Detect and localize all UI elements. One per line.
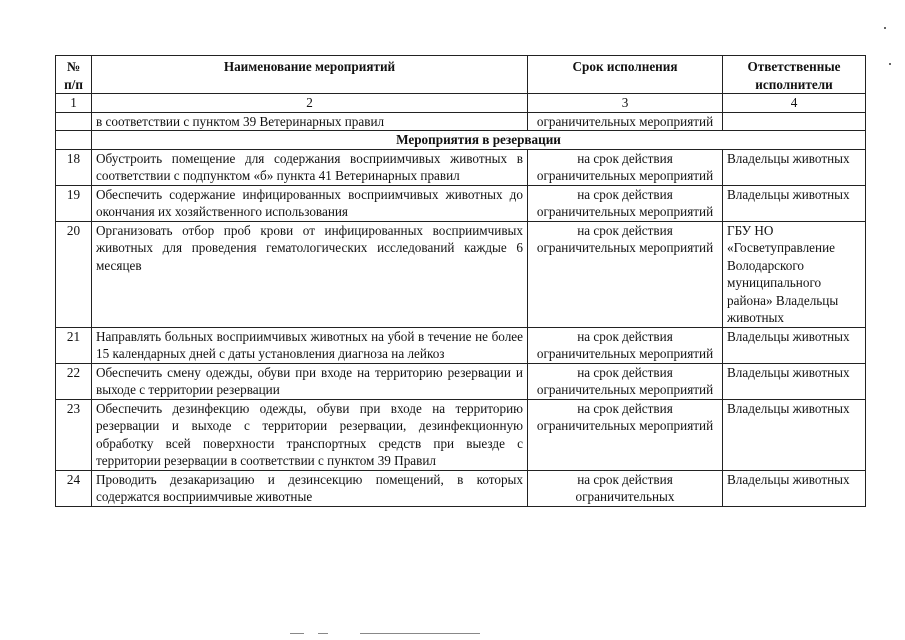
continued-row [56,112,866,131]
measure-term: на срок действия ограничительных мероприятий [528,399,723,470]
row-number: 22 [56,363,92,399]
table-row [56,363,866,399]
header-number: № п/п [56,56,92,94]
scan-speck [884,27,886,29]
measure-responsible [723,112,866,131]
table-header-row [56,56,866,94]
measure-term: на срок действия ограничительных мероприятий [528,363,723,399]
column-number: 2 [92,94,528,113]
measure-term: на срок действия ограничительных мероприятий [528,221,723,327]
measure-term: на срок действия ограничительных мероприятий [528,149,723,185]
measure-term: на срок действия ограничительных мероприятий [528,327,723,363]
measure-responsible: Владельцы животных [723,185,866,221]
column-number: 3 [528,94,723,113]
column-number: 4 [723,94,866,113]
measure-name: Обеспечить смену одежды, обуви при входе на территорию резервации и выходе с территории резервации [92,363,528,399]
row-number: 18 [56,149,92,185]
measure-name: Направлять больных восприимчивых животных на убой в течение не более 15 календарных дней с даты установления диагноза на лейкоз [92,327,528,363]
scan-artifact-line [318,633,328,634]
measure-responsible: Владельцы животных [723,470,866,506]
row-number: 21 [56,327,92,363]
table-row [56,327,866,363]
table-row [56,185,866,221]
measure-name: Обустроить помещение для содержания восприимчивых животных в соответствии с подпунктом «б» пункта 41 Ветеринарных правил [92,149,528,185]
table-row [56,470,866,506]
measure-responsible: ГБУ НО «Госветуправление Володарского муниципального района» Владельцы животных [723,221,866,327]
row-number: 19 [56,185,92,221]
header-responsible: Ответственные исполнители [723,56,866,94]
section-title: Мероприятия в резервации [92,131,866,150]
scan-artifact-line [290,633,304,634]
row-number [56,131,92,150]
measures-table [55,55,866,507]
measure-term: на срок действия ограничительных [528,470,723,506]
measure-responsible: Владельцы животных [723,149,866,185]
section-row [56,131,866,150]
measure-name: в соответствии с пунктом 39 Ветеринарных правил [92,112,528,131]
row-number: 24 [56,470,92,506]
header-term: Срок исполнения [528,56,723,94]
table-row [56,221,866,327]
measure-term: на срок действия ограничительных мероприятий [528,185,723,221]
measure-responsible: Владельцы животных [723,327,866,363]
row-number: 20 [56,221,92,327]
column-number-row [56,94,866,113]
measure-name: Проводить дезакаризацию и дезинсекцию помещений, в которых содержатся восприимчивые животные [92,470,528,506]
scan-artifact-line [360,633,480,634]
table-row [56,149,866,185]
row-number: 23 [56,399,92,470]
scan-speck [889,63,891,65]
measure-responsible: Владельцы животных [723,363,866,399]
table-row [56,399,866,470]
row-number [56,112,92,131]
column-number: 1 [56,94,92,113]
measure-name: Обеспечить дезинфекцию одежды, обуви при входе на территорию резервации и выходе с территории резервации, дезинфекционную обработку всей поверхности транспортных средств при выезде с территории резервации в соответствии с пунктом 39 Правил [92,399,528,470]
measure-responsible: Владельцы животных [723,399,866,470]
header-name: Наименование мероприятий [92,56,528,94]
measure-name: Организовать отбор проб крови от инфицированных восприимчивых животных для проведения гематологических исследований каждые 6 месяцев [92,221,528,327]
measure-term: ограничительных мероприятий [528,112,723,131]
measure-name: Обеспечить содержание инфицированных восприимчивых животных до окончания их хозяйственного использования [92,185,528,221]
